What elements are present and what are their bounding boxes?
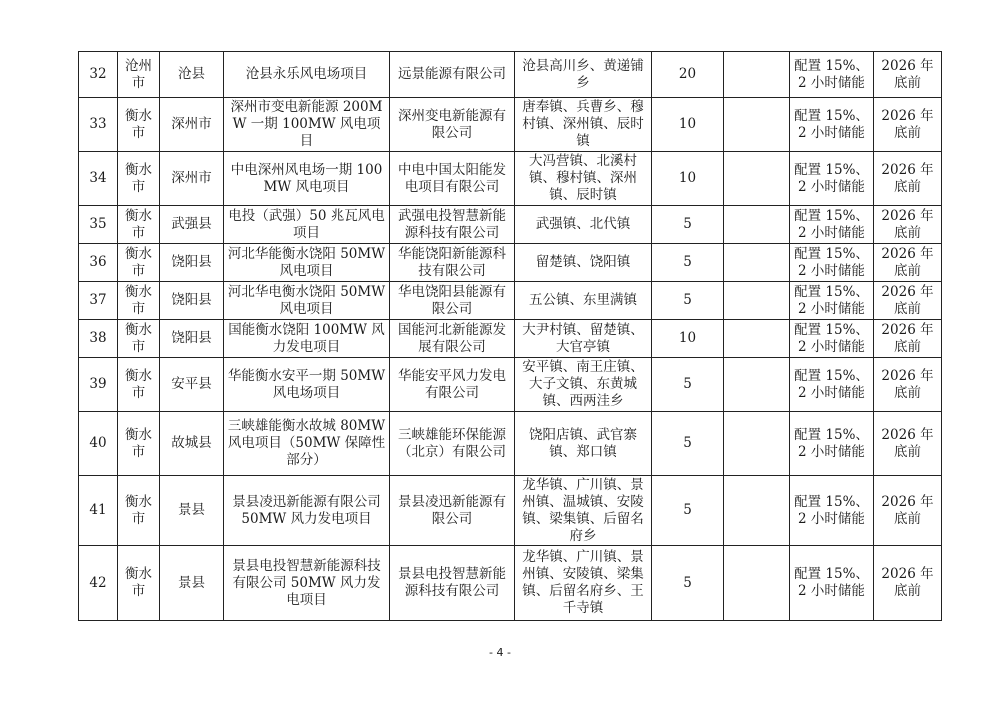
company-cell: 景县凌迅新能源有限公司 bbox=[390, 476, 515, 546]
towns-cell: 大尹村镇、留楚镇、大官亭镇 bbox=[515, 320, 652, 358]
capacity-cell: 5 bbox=[652, 412, 724, 476]
deadline-cell: 2026 年底前 bbox=[874, 412, 942, 476]
deadline-cell: 2026 年底前 bbox=[874, 320, 942, 358]
project-name-cell: 景县凌迅新能源有限公司 50MW 风力发电项目 bbox=[224, 476, 390, 546]
towns-cell: 唐奉镇、兵曹乡、穆村镇、深州镇、辰时镇 bbox=[515, 98, 652, 152]
city-cell: 衡水市 bbox=[118, 152, 160, 206]
table-row bbox=[79, 358, 942, 412]
capacity-cell: 5 bbox=[652, 282, 724, 320]
row-number-cell: 42 bbox=[79, 546, 118, 621]
project-name-cell: 三峡雄能衡水故城 80MW 风电项目（50MW 保障性部分） bbox=[224, 412, 390, 476]
county-cell: 深州市 bbox=[160, 152, 224, 206]
capacity-cell: 5 bbox=[652, 546, 724, 621]
storage-requirement-cell: 配置 15%、2 小时储能 bbox=[790, 98, 874, 152]
deadline-cell: 2026 年底前 bbox=[874, 244, 942, 282]
project-name-cell: 河北华电衡水饶阳 50MW 风电项目 bbox=[224, 282, 390, 320]
capacity-cell: 10 bbox=[652, 320, 724, 358]
city-cell: 衡水市 bbox=[118, 244, 160, 282]
deadline-cell: 2026 年底前 bbox=[874, 206, 942, 244]
deadline-cell: 2026 年底前 bbox=[874, 358, 942, 412]
project-name-cell: 深州市变电新能源 200MW 一期 100MW 风电项目 bbox=[224, 98, 390, 152]
towns-cell: 武强镇、北代镇 bbox=[515, 206, 652, 244]
storage-requirement-cell: 配置 15%、2 小时储能 bbox=[790, 152, 874, 206]
project-table bbox=[78, 51, 942, 621]
table-row bbox=[79, 412, 942, 476]
blank-cell bbox=[724, 412, 790, 476]
project-name-cell: 中电深州风电场一期 100MW 风电项目 bbox=[224, 152, 390, 206]
row-number-cell: 33 bbox=[79, 98, 118, 152]
company-cell: 华电饶阳县能源有限公司 bbox=[390, 282, 515, 320]
company-cell: 华能饶阳新能源科技有限公司 bbox=[390, 244, 515, 282]
capacity-cell: 5 bbox=[652, 206, 724, 244]
row-number-cell: 34 bbox=[79, 152, 118, 206]
towns-cell: 沧县高川乡、黄递铺乡 bbox=[515, 52, 652, 98]
blank-cell bbox=[724, 152, 790, 206]
table-row bbox=[79, 206, 942, 244]
deadline-cell: 2026 年底前 bbox=[874, 152, 942, 206]
page-number: - 4 - bbox=[489, 646, 511, 659]
county-cell: 景县 bbox=[160, 476, 224, 546]
storage-requirement-cell: 配置 15%、2 小时储能 bbox=[790, 206, 874, 244]
row-number-cell: 36 bbox=[79, 244, 118, 282]
city-cell: 衡水市 bbox=[118, 98, 160, 152]
city-cell: 衡水市 bbox=[118, 282, 160, 320]
row-number-cell: 38 bbox=[79, 320, 118, 358]
company-cell: 深州变电新能源有限公司 bbox=[390, 98, 515, 152]
table-row bbox=[79, 98, 942, 152]
table-row bbox=[79, 546, 942, 621]
blank-cell bbox=[724, 52, 790, 98]
table-row bbox=[79, 282, 942, 320]
county-cell: 深州市 bbox=[160, 98, 224, 152]
storage-requirement-cell: 配置 15%、2 小时储能 bbox=[790, 476, 874, 546]
company-cell: 三峡雄能环保能源（北京）有限公司 bbox=[390, 412, 515, 476]
row-number-cell: 40 bbox=[79, 412, 118, 476]
city-cell: 衡水市 bbox=[118, 320, 160, 358]
towns-cell: 龙华镇、广川镇、景州镇、温城镇、安陵镇、梁集镇、后留名府乡 bbox=[515, 476, 652, 546]
deadline-cell: 2026 年底前 bbox=[874, 282, 942, 320]
city-cell: 衡水市 bbox=[118, 476, 160, 546]
blank-cell bbox=[724, 244, 790, 282]
capacity-cell: 20 bbox=[652, 52, 724, 98]
deadline-cell: 2026 年底前 bbox=[874, 52, 942, 98]
city-cell: 沧州市 bbox=[118, 52, 160, 98]
blank-cell bbox=[724, 546, 790, 621]
company-cell: 远景能源有限公司 bbox=[390, 52, 515, 98]
row-number-cell: 32 bbox=[79, 52, 118, 98]
deadline-cell: 2026 年底前 bbox=[874, 546, 942, 621]
county-cell: 景县 bbox=[160, 546, 224, 621]
row-number-cell: 37 bbox=[79, 282, 118, 320]
towns-cell: 安平镇、南王庄镇、大子文镇、东黄城镇、西两洼乡 bbox=[515, 358, 652, 412]
county-cell: 武强县 bbox=[160, 206, 224, 244]
towns-cell: 五公镇、东里满镇 bbox=[515, 282, 652, 320]
project-name-cell: 沧县永乐风电场项目 bbox=[224, 52, 390, 98]
blank-cell bbox=[724, 206, 790, 244]
county-cell: 沧县 bbox=[160, 52, 224, 98]
project-name-cell: 河北华能衡水饶阳 50MW 风电项目 bbox=[224, 244, 390, 282]
table-row bbox=[79, 152, 942, 206]
city-cell: 衡水市 bbox=[118, 412, 160, 476]
storage-requirement-cell: 配置 15%、2 小时储能 bbox=[790, 412, 874, 476]
towns-cell: 龙华镇、广川镇、景州镇、安陵镇、梁集镇、后留名府乡、王千寺镇 bbox=[515, 546, 652, 621]
county-cell: 饶阳县 bbox=[160, 282, 224, 320]
capacity-cell: 5 bbox=[652, 476, 724, 546]
capacity-cell: 5 bbox=[652, 244, 724, 282]
table-row bbox=[79, 244, 942, 282]
towns-cell: 留楚镇、饶阳镇 bbox=[515, 244, 652, 282]
capacity-cell: 10 bbox=[652, 98, 724, 152]
city-cell: 衡水市 bbox=[118, 206, 160, 244]
table-row bbox=[79, 320, 942, 358]
county-cell: 饶阳县 bbox=[160, 320, 224, 358]
towns-cell: 大冯营镇、北溪村镇、穆村镇、深州镇、辰时镇 bbox=[515, 152, 652, 206]
blank-cell bbox=[724, 476, 790, 546]
blank-cell bbox=[724, 320, 790, 358]
row-number-cell: 41 bbox=[79, 476, 118, 546]
storage-requirement-cell: 配置 15%、2 小时储能 bbox=[790, 282, 874, 320]
deadline-cell: 2026 年底前 bbox=[874, 98, 942, 152]
company-cell: 中电中国太阳能发电项目有限公司 bbox=[390, 152, 515, 206]
blank-cell bbox=[724, 98, 790, 152]
company-cell: 景县电投智慧新能源科技有限公司 bbox=[390, 546, 515, 621]
storage-requirement-cell: 配置 15%、2 小时储能 bbox=[790, 546, 874, 621]
county-cell: 饶阳县 bbox=[160, 244, 224, 282]
towns-cell: 饶阳店镇、武官寨镇、郑口镇 bbox=[515, 412, 652, 476]
company-cell: 武强电投智慧新能源科技有限公司 bbox=[390, 206, 515, 244]
project-name-cell: 电投（武强）50 兆瓦风电项目 bbox=[224, 206, 390, 244]
row-number-cell: 35 bbox=[79, 206, 118, 244]
project-name-cell: 华能衡水安平一期 50MW 风电场项目 bbox=[224, 358, 390, 412]
project-name-cell: 景县电投智慧新能源科技有限公司 50MW 风力发电项目 bbox=[224, 546, 390, 621]
table-row bbox=[79, 476, 942, 546]
city-cell: 衡水市 bbox=[118, 546, 160, 621]
blank-cell bbox=[724, 358, 790, 412]
storage-requirement-cell: 配置 15%、2 小时储能 bbox=[790, 358, 874, 412]
county-cell: 安平县 bbox=[160, 358, 224, 412]
company-cell: 国能河北新能源发展有限公司 bbox=[390, 320, 515, 358]
company-cell: 华能安平风力发电有限公司 bbox=[390, 358, 515, 412]
table-row bbox=[79, 52, 942, 98]
storage-requirement-cell: 配置 15%、2 小时储能 bbox=[790, 244, 874, 282]
blank-cell bbox=[724, 282, 790, 320]
storage-requirement-cell: 配置 15%、2 小时储能 bbox=[790, 320, 874, 358]
city-cell: 衡水市 bbox=[118, 358, 160, 412]
project-name-cell: 国能衡水饶阳 100MW 风力发电项目 bbox=[224, 320, 390, 358]
storage-requirement-cell: 配置 15%、2 小时储能 bbox=[790, 52, 874, 98]
capacity-cell: 10 bbox=[652, 152, 724, 206]
deadline-cell: 2026 年底前 bbox=[874, 476, 942, 546]
row-number-cell: 39 bbox=[79, 358, 118, 412]
county-cell: 故城县 bbox=[160, 412, 224, 476]
capacity-cell: 5 bbox=[652, 358, 724, 412]
